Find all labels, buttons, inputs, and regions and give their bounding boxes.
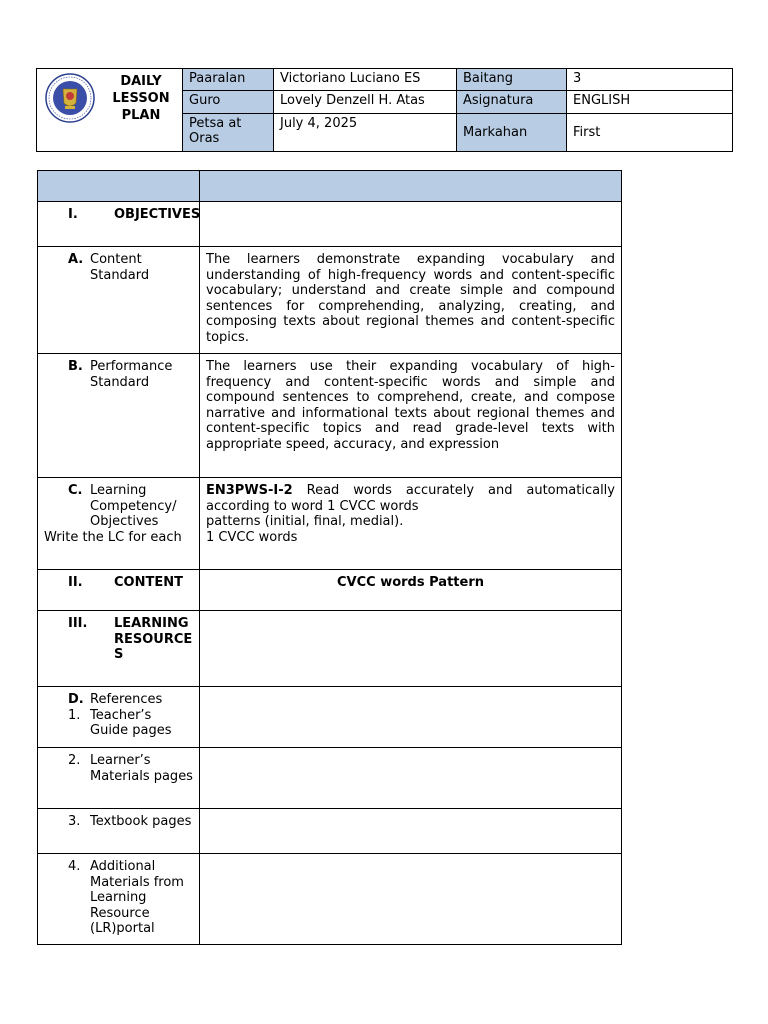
competency-sublabel: Write the LC for each	[44, 529, 182, 545]
grade-value: 3	[567, 69, 733, 91]
school-value: Victoriano Luciano ES	[274, 69, 457, 91]
competency-code: EN3PWS-I-2	[206, 483, 293, 498]
subject-value: ENGLISH	[567, 91, 733, 113]
additional-materials-row: 4. Additional Materials from Learning Resource (LR)portal	[38, 854, 622, 945]
references-row: D. References 1. Teacher’s Guide pages	[38, 687, 622, 748]
teacher-label: Guro	[183, 91, 274, 113]
content-label: CONTENT	[114, 575, 183, 590]
textbook-label: Textbook pages	[90, 814, 192, 829]
performance-standard-text: The learners use their expanding vocabulary of high-frequency and content-specific words and simple and compound sentences to comprehend, create, and compose narrative and informational texts about regional themes and content-specific topics and read grade-level texts with appropriate speed, accuracy, and expression	[200, 354, 622, 478]
competency-line2: patterns (initial, final, medial).	[206, 514, 404, 529]
teachers-guide-label: Teacher’s Guide pages	[90, 707, 172, 738]
performance-standard-row: B. Performance Standard The learners use their expanding vocabulary of high-frequency and content-specific words and simple and compound sentences to comprehend, create, and compose narrative and informational texts about regional themes and content-specific topics and read grade-level texts with appropriate speed, accuracy, and expression	[38, 354, 622, 478]
content-standard-row: A. Content Standard The learners demonstrate expanding vocabulary and understanding of high-frequency words and content-specific vocabulary; understand and create simple and compound sentences for comprehending, analyzing, creating, and composing texts about regional themes and content-specific topics.	[38, 247, 622, 354]
logo-cell	[37, 69, 183, 152]
table-header-row	[38, 171, 622, 202]
content-row: II. CONTENT CVCC words Pattern	[38, 570, 622, 611]
competency-row: C. Learning Competency/ Objectives Write the LC for each EN3PWS-I-2 Read words accurately and automatically according to word 1 CVCC words patterns (initial, final, medial). 1 CVCC words	[38, 478, 622, 570]
learners-materials-row: 2. Learner’s Materials pages	[38, 748, 622, 809]
learning-resources-row: III. LEARNING RESOURCES	[38, 611, 622, 687]
competency-line3: 1 CVCC words	[206, 529, 298, 545]
content-standard-label: Content Standard	[90, 252, 150, 283]
objectives-row: I. OBJECTIVES	[38, 202, 622, 247]
school-label: Paaralan	[183, 69, 274, 91]
competency-label: Learning Competency/ Objectives	[90, 483, 177, 529]
document-title: DAILY LESSON PLAN	[112, 74, 170, 123]
date-label: Petsa at Oras	[183, 113, 274, 151]
quarter-value: First	[567, 113, 733, 151]
grade-label: Baitang	[457, 69, 567, 91]
additional-materials-label: Additional Materials from Learning Resource (LR)portal	[90, 859, 184, 936]
content-value: CVCC words Pattern	[200, 570, 622, 611]
objectives-label: OBJECTIVES	[114, 207, 201, 222]
quarter-label: Markahan	[457, 113, 567, 151]
lesson-plan-table	[37, 170, 622, 945]
subject-label: Asignatura	[457, 91, 567, 113]
learners-materials-label: Learner’s Materials pages	[90, 753, 193, 784]
content-standard-text: The learners demonstrate expanding vocabulary and understanding of high-frequency words and content-specific vocabulary; understand and create simple and compound sentences for comprehending, analyzing, creating, and composing texts about regional themes and content-specific topics.	[200, 247, 622, 354]
performance-standard-label: Performance Standard	[90, 359, 173, 390]
competency-text: Read words accurately and automatically according to word 1 CVCC words	[206, 483, 615, 514]
header-table	[36, 68, 733, 152]
references-label: References	[90, 692, 163, 707]
learning-resources-label: LEARNING RESOURCES	[114, 616, 193, 662]
textbook-row: 3. Textbook pages	[38, 809, 622, 854]
teacher-value: Lovely Denzell H. Atas	[274, 91, 457, 113]
date-value: July 4, 2025	[274, 113, 457, 151]
deped-seal-icon	[45, 73, 95, 123]
